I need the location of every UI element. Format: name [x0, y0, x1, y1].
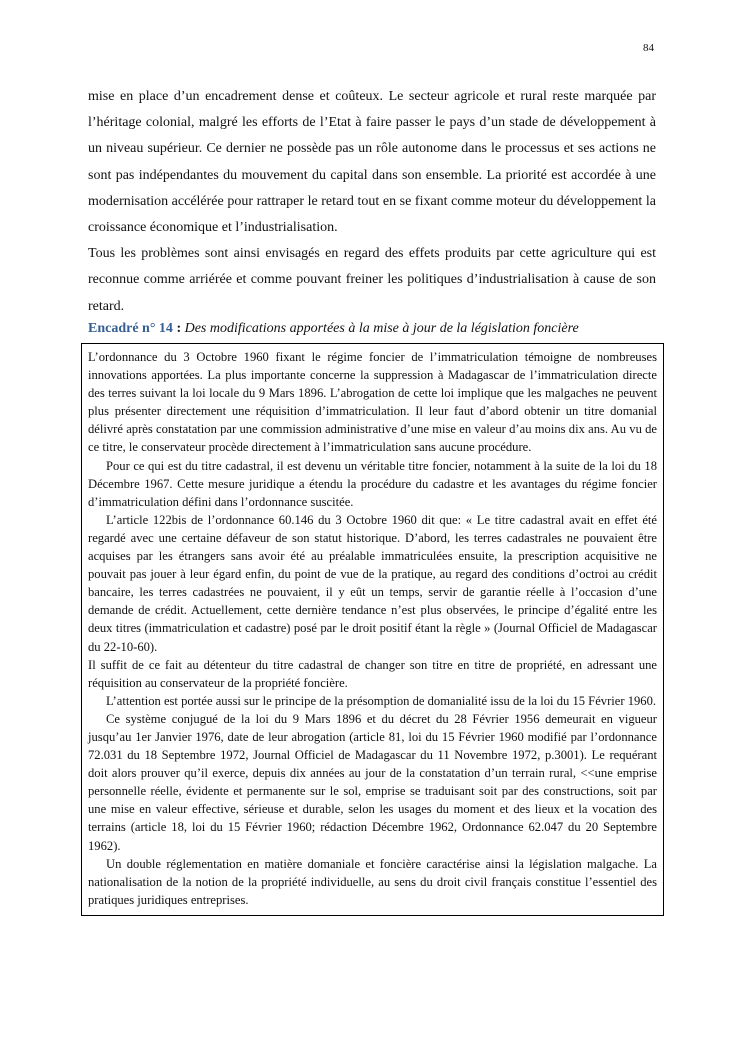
- encadre-paragraph: Il suffit de ce fait au détenteur du titre cadastral de changer son titre en titre de propriété, en adressant une réquisition au conservateur de la propriété foncière.: [88, 657, 657, 690]
- encadre-title: Des modifications apportées à la mise à jour de la législation foncière: [184, 321, 579, 336]
- encadre-paragraph: L’attention est portée aussi sur le principe de la présomption de domanialité issu de la loi du 15 Février 1960.: [106, 693, 657, 708]
- encadre-paragraph: Ce système conjugué de la loi du 9 Mars 1896 et du décret du 28 Février 1956 demeurait en vigueur jusqu’au 1er Janvier 1976, date de leur abrogation (article 81, loi du 15 Février 1960 modifié par l’ordonnance 72.031 du 18 Septembre 1972, Journal Officiel de Madagascar du 11 Novembre 1972, p.3001). Le requérant doit alors prouver qu’il exerce, depuis dix années au jour de la constatation d’un terrain rural, <<une emprise personnelle réelle, évidente et permanente sur le sol, emprise se traduisant soit par des constructions, soit par une mise en valeur effective, sérieuse et durable, selon les usages du moment et des lieux et la vocation des terrains (article 18, loi du 15 Février 1960; rédaction Décembre 1962, Ordonnance 62.047 du 20 Septembre 1962).: [88, 711, 657, 853]
- encadre-paragraph: L’article 122bis de l’ordonnance 60.146 du 3 Octobre 1960 dit que: « Le titre cadastral avait en effet été regardé avec une certaine défaveur de son statut historique. D’abord, les terres cadastrales ne pouvaient être acquises par les étrangers sans avoir été au préalable immatriculées ensuite, la prescription acquisitive ne pouvait pas jouer à leur égard enfin, du point de vue de la pratique, au regard des conditions d’octroi au crédit bancaire, les terres cadastrées ne pouvaient, il y eût un temps, servir de garantie réelle à l’occasion d’une demande de crédit. Actuellement, cette dernière tendance n’est plus observées, le principe d’égalité entre les deux titres (immatriculation et cadastre) posé par le droit positif étant la règle » (Journal Officiel de Madagascar du 22-10-60).: [88, 512, 657, 654]
- body-text: [88, 84, 656, 320]
- encadre-separator: :: [172, 321, 185, 336]
- encadre-paragraph: Pour ce qui est du titre cadastral, il est devenu un véritable titre foncier, notamment à la suite de la loi du 18 Décembre 1967. Cette mesure juridique a étendu la procédure du cadastre et les avantages du régime foncier d’immatriculation défini dans l’ordonnance suscitée.: [88, 458, 657, 509]
- encadre-paragraph: L’ordonnance du 3 Octobre 1960 fixant le régime foncier de l’immatriculation témoigne de nombreuses innovations apportées. La plus importante concerne la suppression à Madagascar de l’immatriculation directe des terres suivant la loi locale du 9 Mars 1896. L’abrogation de cette loi implique que les malgaches ne peuvent plus présenter directement une réquisition d’immatriculation. Il leur faut d’abord obtenir un titre domanial délivré après constatation par une commission administrative d’une mise en valeur d’au moins dix ans. Au vu de ce titre, le conservateur procède directement à l’immatriculation sans aucune procédure.: [88, 350, 657, 455]
- body-paragraph: mise en place d’un encadrement dense et coûteux. Le secteur agricole et rural reste marquée par l’héritage colonial, malgré les efforts de l’Etat à faire passer le pays d’un stade de développement à un niveau supérieur. Ce dernier ne possède pas un rôle autonome dans le processus et ses actions ne sont pas indépendantes du mouvement du capital dans son ensemble. La priorité est accordée à une modernisation accélérée pour rattraper le retard tout en se fixant comme moteur du développement la croissance économique et l’industrialisation.: [88, 89, 656, 236]
- encadre-paragraph: Un double réglementation en matière domaniale et foncière caractérise ainsi la législation malgache. La nationalisation de la notion de la propriété individuelle, au sens du droit civil français constitue l’essentiel des pratiques juridiques entreprises.: [88, 856, 657, 907]
- encadre-heading: [88, 319, 678, 339]
- encadre-label: Encadré n° 14: [88, 321, 173, 336]
- page-number: 84: [643, 42, 654, 54]
- body-paragraph: Tous les problèmes sont ainsi envisagés en regard des effets produits par cette agriculture qui est reconnue comme arriérée et comme pouvant freiner les politiques d’industrialisation à cause de son retard.: [88, 246, 656, 314]
- encadre-box: [81, 343, 664, 916]
